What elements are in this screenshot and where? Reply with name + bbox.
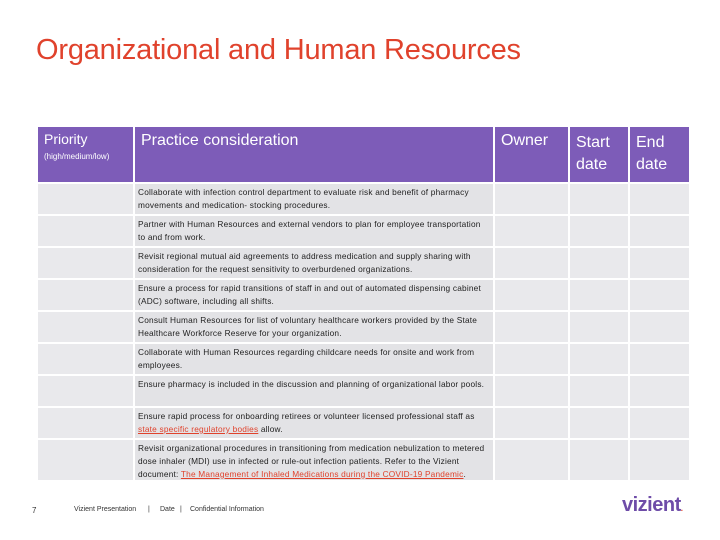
practice-text: Ensure a process for rapid transitions of staff in and out of automated dispensing cabinet (ADC) software, including all shifts. bbox=[138, 283, 482, 306]
priority-cell[interactable] bbox=[38, 344, 133, 374]
header-priority-sub: (high/medium/low) bbox=[44, 152, 110, 161]
footer-confidential: Confidential Information bbox=[190, 506, 264, 513]
practice-text bbox=[135, 408, 493, 436]
header-start-date: Start date bbox=[570, 127, 628, 182]
practice-table bbox=[36, 125, 691, 482]
start-date-cell[interactable] bbox=[570, 248, 628, 278]
practice-text: Consult Human Resources for list of voluntary healthcare workers provided by the State Healthcare Workforce Reserve for your organization. bbox=[138, 315, 478, 338]
priority-cell[interactable] bbox=[38, 440, 133, 480]
logo-mark: . bbox=[680, 504, 683, 513]
footer-separator: | bbox=[180, 506, 182, 513]
end-date-cell[interactable] bbox=[630, 376, 689, 406]
priority-cell[interactable] bbox=[38, 408, 133, 438]
header-end-date: End date bbox=[630, 127, 689, 182]
practice-cell bbox=[135, 408, 493, 438]
practice-text-before: Ensure rapid process for onboarding retirees or volunteer licensed professional staff as bbox=[138, 411, 475, 421]
page-number: 7 bbox=[32, 506, 37, 515]
practice-text-after: allow. bbox=[258, 423, 283, 434]
end-date-cell[interactable] bbox=[630, 440, 689, 480]
owner-cell[interactable] bbox=[495, 312, 568, 342]
table-header-row bbox=[38, 127, 689, 182]
logo-text: vizient bbox=[622, 494, 681, 516]
priority-cell[interactable] bbox=[38, 376, 133, 406]
practice-cell bbox=[135, 440, 493, 480]
inhaled-medications-link[interactable]: The Management of Inhaled Medications during the COVID-19 Pandemic bbox=[180, 468, 464, 479]
table-row bbox=[38, 312, 689, 342]
practice-cell bbox=[135, 344, 493, 374]
header-practice: Practice consideration bbox=[135, 127, 493, 182]
start-date-cell[interactable] bbox=[570, 216, 628, 246]
owner-cell[interactable] bbox=[495, 440, 568, 480]
owner-cell[interactable] bbox=[495, 376, 568, 406]
header-owner: Owner bbox=[495, 127, 568, 182]
start-date-cell[interactable] bbox=[570, 184, 628, 214]
priority-cell[interactable] bbox=[38, 312, 133, 342]
practice-cell bbox=[135, 280, 493, 310]
table-row bbox=[38, 344, 689, 374]
end-date-cell[interactable] bbox=[630, 248, 689, 278]
practice-text: Revisit regional mutual aid agreements to address medication and supply sharing with consideration for the request sensitivity to overburdened organizations. bbox=[138, 251, 471, 274]
end-date-cell[interactable] bbox=[630, 216, 689, 246]
regulatory-bodies-link[interactable]: state specific regulatory bodies bbox=[138, 423, 259, 434]
table-row bbox=[38, 280, 689, 310]
table-row bbox=[38, 184, 689, 214]
priority-cell[interactable] bbox=[38, 216, 133, 246]
end-date-cell[interactable] bbox=[630, 312, 689, 342]
practice-cell bbox=[135, 312, 493, 342]
practice-text: Collaborate with infection control department to evaluate risk and benefit of pharmacy movements and medication- stocking procedures. bbox=[138, 187, 469, 210]
owner-cell[interactable] bbox=[495, 280, 568, 310]
owner-cell[interactable] bbox=[495, 248, 568, 278]
practice-text: Partner with Human Resources and external vendors to plan for employee transportation to and from work. bbox=[138, 219, 481, 242]
footer-presentation: Vizient Presentation bbox=[74, 506, 137, 513]
start-date-cell[interactable] bbox=[570, 344, 628, 374]
header-priority-label: Priority bbox=[44, 131, 88, 147]
start-date-cell[interactable] bbox=[570, 376, 628, 406]
owner-cell[interactable] bbox=[495, 344, 568, 374]
vizient-logo bbox=[622, 494, 682, 517]
start-date-cell[interactable] bbox=[570, 312, 628, 342]
practice-text-after: . bbox=[463, 468, 466, 479]
table-row bbox=[38, 248, 689, 278]
practice-text: Ensure pharmacy is included in the discussion and planning of organizational labor pools. bbox=[138, 379, 485, 389]
footer-separator: | bbox=[148, 506, 150, 513]
practice-text bbox=[135, 440, 493, 480]
practice-text: Collaborate with Human Resources regarding childcare needs for onsite and work from employees. bbox=[138, 347, 475, 370]
practice-cell bbox=[135, 376, 493, 406]
owner-cell[interactable] bbox=[495, 408, 568, 438]
end-date-cell[interactable] bbox=[630, 280, 689, 310]
priority-cell[interactable] bbox=[38, 280, 133, 310]
start-date-cell[interactable] bbox=[570, 440, 628, 480]
practice-text-before: Revisit organizational procedures in transitioning from medication nebulization to metered dose inhaler (MDI) use in infected or rule-out infection patients. Refer to the Vizient document: bbox=[138, 443, 485, 479]
end-date-cell[interactable] bbox=[630, 184, 689, 214]
priority-cell[interactable] bbox=[38, 184, 133, 214]
page-title: Organizational and Human Resources bbox=[36, 34, 521, 66]
owner-cell[interactable] bbox=[495, 184, 568, 214]
practice-cell bbox=[135, 184, 493, 214]
end-date-cell[interactable] bbox=[630, 408, 689, 438]
end-date-cell[interactable] bbox=[630, 344, 689, 374]
table-row bbox=[38, 408, 689, 438]
header-priority bbox=[38, 127, 133, 182]
table-row bbox=[38, 216, 689, 246]
start-date-cell[interactable] bbox=[570, 408, 628, 438]
start-date-cell[interactable] bbox=[570, 280, 628, 310]
practice-cell bbox=[135, 248, 493, 278]
footer-date: Date bbox=[160, 506, 175, 513]
table-row bbox=[38, 376, 689, 406]
table-row bbox=[38, 440, 689, 480]
priority-cell[interactable] bbox=[38, 248, 133, 278]
practice-cell bbox=[135, 216, 493, 246]
owner-cell[interactable] bbox=[495, 216, 568, 246]
